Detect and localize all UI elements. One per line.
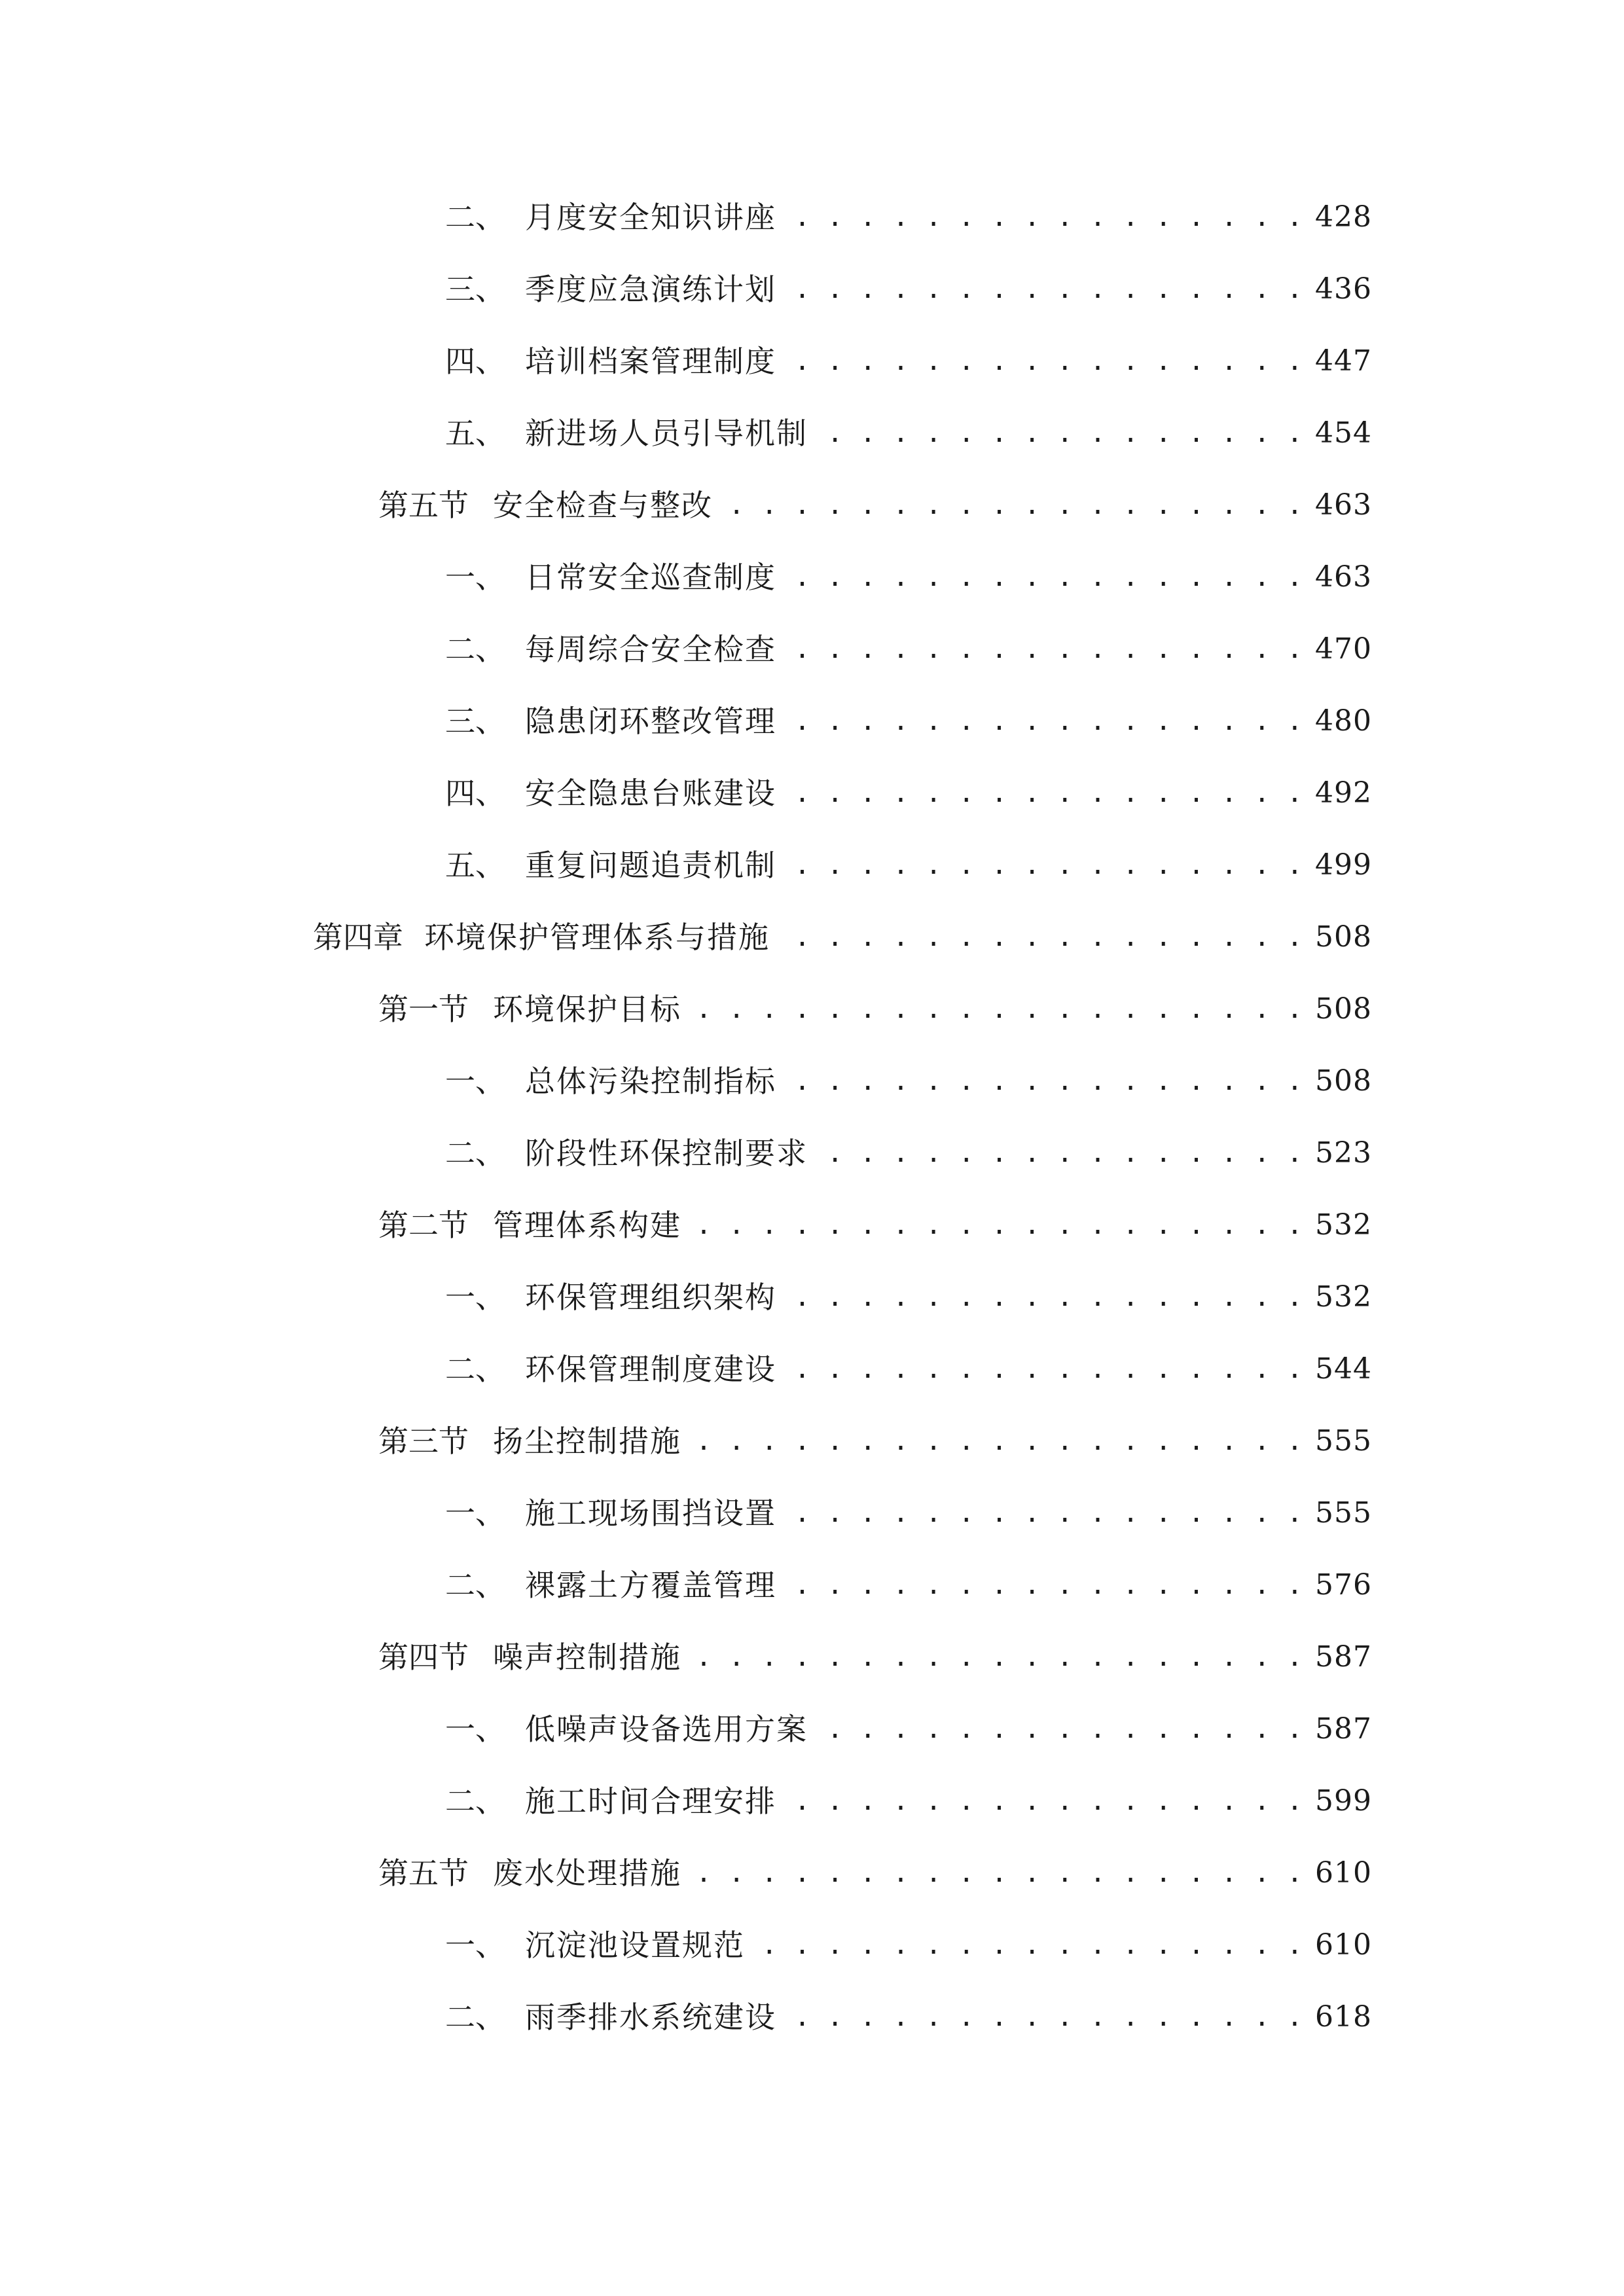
toc-entry-title: 阶段性环保控制要求: [525, 1136, 808, 1171]
toc-entry-page-number: 532: [1315, 1208, 1372, 1242]
toc-entry-number: 第二节: [378, 1208, 469, 1243]
toc-entry[interactable]: [378, 986, 1372, 1032]
toc-entry-number: 一、: [445, 1064, 505, 1099]
toc-entry-number: 五、: [445, 416, 505, 451]
toc-entry-number: 三、: [445, 704, 505, 739]
toc-entry-number: 二、: [445, 2000, 505, 2035]
toc-entry-page-number: 587: [1315, 1712, 1372, 1746]
toc-entry[interactable]: [378, 1418, 1372, 1464]
toc-entry-page-number: 610: [1315, 1856, 1372, 1890]
toc-entry-title: 总体污染控制指标: [525, 1064, 776, 1099]
toc-entry-title: 新进场人员引导机制: [525, 416, 808, 451]
toc-entry[interactable]: [378, 1202, 1372, 1248]
toc-dot-leader: [785, 1562, 1303, 1608]
toc-entry-number: 四、: [445, 344, 505, 379]
toc-entry[interactable]: [445, 1274, 1372, 1320]
toc-entry-page-number: 576: [1315, 1568, 1372, 1602]
toc-entry-title: 沉淀池设置规范: [525, 1928, 745, 1963]
toc-dot-leader: [779, 914, 1303, 960]
toc-entry[interactable]: [445, 410, 1372, 456]
toc-entry-page-number: 508: [1315, 992, 1372, 1026]
toc-entry-page-number: 555: [1315, 1496, 1372, 1530]
toc-entry-number: 二、: [445, 1136, 505, 1171]
toc-entry-page-number: 544: [1315, 1352, 1372, 1386]
toc-entry-page-number: 508: [1315, 920, 1372, 954]
toc-entry-page-number: 492: [1315, 776, 1372, 810]
toc-dot-leader: [691, 1202, 1303, 1248]
toc-entry-title: 雨季排水系统建设: [525, 2000, 776, 2035]
toc-entry-title: 季度应急演练计划: [525, 272, 776, 307]
toc-entry[interactable]: [445, 626, 1372, 672]
toc-entry-page-number: 447: [1315, 344, 1372, 378]
toc-entry-page-number: 555: [1315, 1424, 1372, 1458]
toc-entry-number: 二、: [445, 632, 505, 667]
toc-entry-title: 隐患闭环整改管理: [525, 704, 776, 739]
toc-entry[interactable]: [445, 554, 1372, 600]
toc-dot-leader: [691, 1634, 1303, 1680]
toc-entry-title: 环境保护目标: [493, 992, 681, 1027]
toc-entry-title: 环保管理组织架构: [525, 1280, 776, 1315]
toc-entry-page-number: 454: [1315, 416, 1372, 450]
toc-entry-title: 环境保护管理体系与措施: [424, 920, 770, 955]
toc-entry-title: 施工时间合理安排: [525, 1784, 776, 1819]
toc-entry[interactable]: [445, 194, 1372, 240]
toc-entry[interactable]: [445, 266, 1372, 312]
toc-dot-leader: [817, 410, 1303, 456]
toc-entry-number: 第五节: [378, 488, 469, 523]
toc-dot-leader: [817, 1130, 1303, 1176]
toc-dot-leader: [691, 986, 1303, 1032]
toc-entry-title: 扬尘控制措施: [493, 1424, 681, 1459]
toc-entry-title: 培训档案管理制度: [525, 344, 776, 379]
toc-entry[interactable]: [378, 1850, 1372, 1896]
toc-entry-title: 安全隐患台账建设: [525, 776, 776, 811]
toc-entry[interactable]: [445, 338, 1372, 384]
toc-dot-leader: [785, 1994, 1303, 2040]
toc-entry-number: 三、: [445, 272, 505, 307]
toc-entry-number: 二、: [445, 1784, 505, 1819]
toc-entry-page-number: 499: [1315, 848, 1372, 882]
toc-entry-title: 管理体系构建: [493, 1208, 681, 1243]
toc-entry[interactable]: [445, 1994, 1372, 2040]
toc-entry-number: 第一节: [378, 992, 469, 1027]
toc-entry-number: 第五节: [378, 1856, 469, 1891]
toc-dot-leader: [691, 1418, 1303, 1464]
toc-entry[interactable]: [445, 1130, 1372, 1176]
toc-entry[interactable]: [313, 914, 1372, 960]
toc-entry-number: 一、: [445, 1496, 505, 1531]
toc-entry-number: 五、: [445, 848, 505, 883]
toc-dot-leader: [785, 1274, 1303, 1320]
toc-entry[interactable]: [445, 1706, 1372, 1752]
toc-dot-leader: [785, 626, 1303, 672]
toc-entry-page-number: 463: [1315, 560, 1372, 594]
toc-entry-page-number: 618: [1315, 2000, 1372, 2034]
toc-entry-number: 二、: [445, 200, 505, 235]
toc-entry[interactable]: [445, 1490, 1372, 1536]
toc-entry-page-number: 463: [1315, 488, 1372, 522]
toc-entry[interactable]: [445, 1562, 1372, 1608]
toc-entry-number: 一、: [445, 1280, 505, 1315]
toc-entry-page-number: 587: [1315, 1640, 1372, 1674]
toc-dot-leader: [785, 194, 1303, 240]
toc-entry-title: 每周综合安全检查: [525, 632, 776, 667]
toc-entry-page-number: 508: [1315, 1064, 1372, 1098]
toc-entry-number: 四、: [445, 776, 505, 811]
toc-dot-leader: [785, 1490, 1303, 1536]
toc-dot-leader: [785, 338, 1303, 384]
toc-entry-page-number: 470: [1315, 632, 1372, 666]
toc-entry-page-number: 436: [1315, 272, 1372, 306]
toc-dot-leader: [817, 1706, 1303, 1752]
toc-entry-title: 废水处理措施: [493, 1856, 681, 1891]
toc-dot-leader: [785, 770, 1303, 816]
toc-dot-leader: [785, 1778, 1303, 1824]
toc-dot-leader: [691, 1850, 1303, 1896]
toc-entry[interactable]: [445, 842, 1372, 888]
toc-dot-leader: [785, 1346, 1303, 1392]
toc-entry-number: 二、: [445, 1568, 505, 1603]
toc-entry[interactable]: [445, 698, 1372, 744]
toc-entry[interactable]: [378, 1634, 1372, 1680]
toc-entry-number: 二、: [445, 1352, 505, 1387]
toc-dot-leader: [785, 266, 1303, 312]
toc-dot-leader: [785, 554, 1303, 600]
toc-entry[interactable]: [445, 1778, 1372, 1824]
toc-dot-leader: [722, 482, 1303, 528]
toc-entry[interactable]: [445, 770, 1372, 816]
toc-entry-page-number: 610: [1315, 1928, 1372, 1962]
toc-entry-number: 一、: [445, 1928, 505, 1963]
toc-entry-title: 安全检查与整改: [493, 488, 713, 523]
toc-entry[interactable]: [378, 482, 1372, 528]
toc-entry-title: 低噪声设备选用方案: [525, 1712, 808, 1747]
toc-entry-number: 第三节: [378, 1424, 469, 1459]
toc-entry-title: 裸露土方覆盖管理: [525, 1568, 776, 1603]
toc-entry-title: 月度安全知识讲座: [525, 200, 776, 235]
toc-dot-leader: [785, 698, 1303, 744]
toc-entry-title: 重复问题追责机制: [525, 848, 776, 883]
toc-entry-title: 日常安全巡查制度: [525, 560, 776, 595]
toc-entry-number: 一、: [445, 560, 505, 595]
toc-entry[interactable]: [445, 1058, 1372, 1104]
toc-entry-number: 一、: [445, 1712, 505, 1747]
toc-entry-number: 第四章: [313, 920, 403, 955]
toc-entry-page-number: 599: [1315, 1784, 1372, 1818]
toc-dot-leader: [754, 1922, 1303, 1968]
toc-entry-page-number: 480: [1315, 704, 1372, 738]
toc-entry-title: 环保管理制度建设: [525, 1352, 776, 1387]
toc-entry-page-number: 428: [1315, 200, 1372, 234]
toc-entry[interactable]: [445, 1346, 1372, 1392]
toc-entry-title: 噪声控制措施: [493, 1640, 681, 1675]
toc-entry[interactable]: [445, 1922, 1372, 1968]
toc-dot-leader: [785, 1058, 1303, 1104]
toc-entry-page-number: 532: [1315, 1280, 1372, 1314]
toc-entry-page-number: 523: [1315, 1136, 1372, 1170]
toc-dot-leader: [785, 842, 1303, 888]
toc-entry-title: 施工现场围挡设置: [525, 1496, 776, 1531]
toc-entry-number: 第四节: [378, 1640, 469, 1675]
